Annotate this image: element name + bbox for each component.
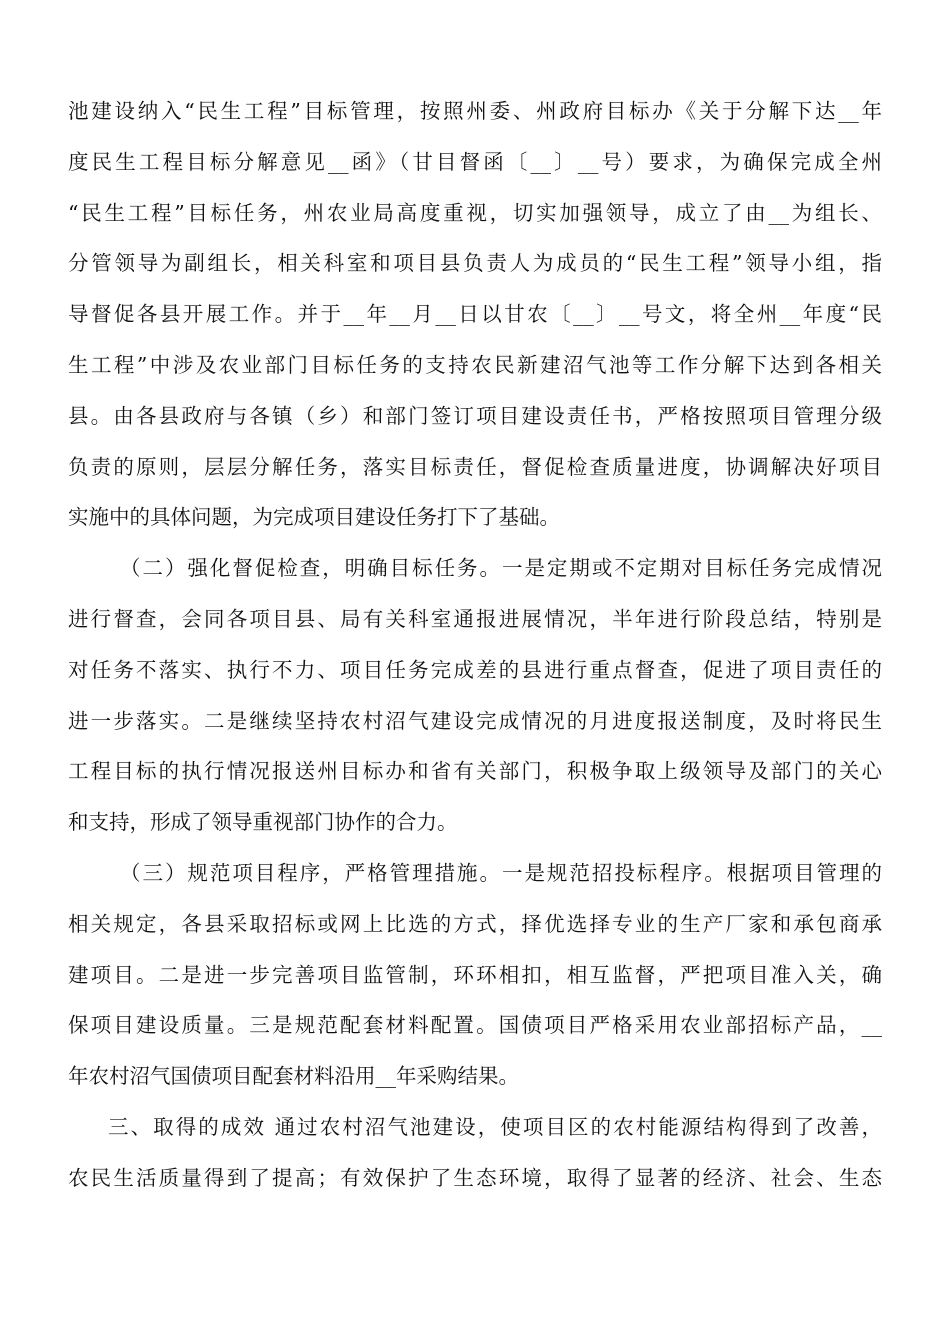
text-line: 生工程”中涉及农业部门目标任务的支持农民新建沼气池等工作分解下达到各相关 [68, 352, 882, 377]
paragraph-3 [68, 848, 882, 1102]
text-line: 农民生活质量得到了提高；有效保护了生态环境，取得了显著的经济、社会、生态 [68, 1165, 882, 1190]
text-line: 建项目。二是进一步完善项目监管制，环环相扣，相互监督，严把项目准入关，确 [68, 962, 882, 987]
text-line: 度民生工程目标分解意见__函》（甘目督函〔__〕__号）要求，为确保完成全州 [68, 149, 882, 174]
text-line: 进一步落实。二是继续坚持农村沼气建设完成情况的月进度报送制度，及时将民生 [68, 708, 882, 733]
text-line: 导督促各县开展工作。并于__年__月__日以甘农〔__〕__号文，将全州__年度“民 [68, 302, 882, 327]
text-line: 负责的原则，层层分解任务，落实目标责任，督促检查质量进度，协调解决好项目 [68, 454, 882, 479]
text-line: （二）强化督促检查，明确目标任务。一是定期或不定期对目标任务完成情况 [120, 556, 882, 581]
text-line: 三、取得的成效 通过农村沼气池建设，使项目区的农村能源结构得到了改善， [108, 1114, 882, 1139]
text-line: （三）规范项目程序，严格管理措施。一是规范招投标程序。根据项目管理的 [120, 860, 882, 885]
text-line: 对任务不落实、执行不力、项目任务完成差的县进行重点督查，促进了项目责任的 [68, 657, 882, 682]
paragraph-1 [68, 86, 882, 543]
text-line: 相关规定，各县采取招标或网上比选的方式，择优选择专业的生产厂家和承包商承 [68, 911, 882, 936]
text-line: 保项目建设质量。三是规范配套材料配置。国债项目严格采用农业部招标产品，__ [68, 1013, 882, 1038]
text-line: 实施中的具体问题，为完成项目建设任务打下了基础。 [68, 505, 560, 530]
paragraph-4 [68, 1102, 882, 1204]
text-line: 县。由各县政府与各镇（乡）和部门签订项目建设责任书，严格按照项目管理分级 [68, 403, 882, 428]
paragraph-2 [68, 543, 882, 848]
text-line: 工程目标的执行情况报送州目标办和省有关部门，积极争取上级领导及部门的关心 [68, 759, 882, 784]
text-line: 和支持，形成了领导重视部门协作的合力。 [68, 810, 458, 835]
text-line: “民生工程”目标任务，州农业局高度重视，切实加强领导，成立了由__为组长、 [68, 200, 882, 225]
text-line: 池建设纳入“民生工程”目标管理，按照州委、州政府目标办《关于分解下达__年 [68, 99, 882, 123]
text-line: 分管领导为副组长，相关科室和项目县负责人为成员的“民生工程”领导小组，指 [68, 251, 882, 276]
text-line: 年农村沼气国债项目配套材料沿用__年采购结果。 [68, 1064, 519, 1089]
document-body [68, 86, 882, 1204]
text-line: 进行督查，会同各项目县、局有关科室通报进展情况，半年进行阶段总结，特别是 [68, 606, 882, 631]
